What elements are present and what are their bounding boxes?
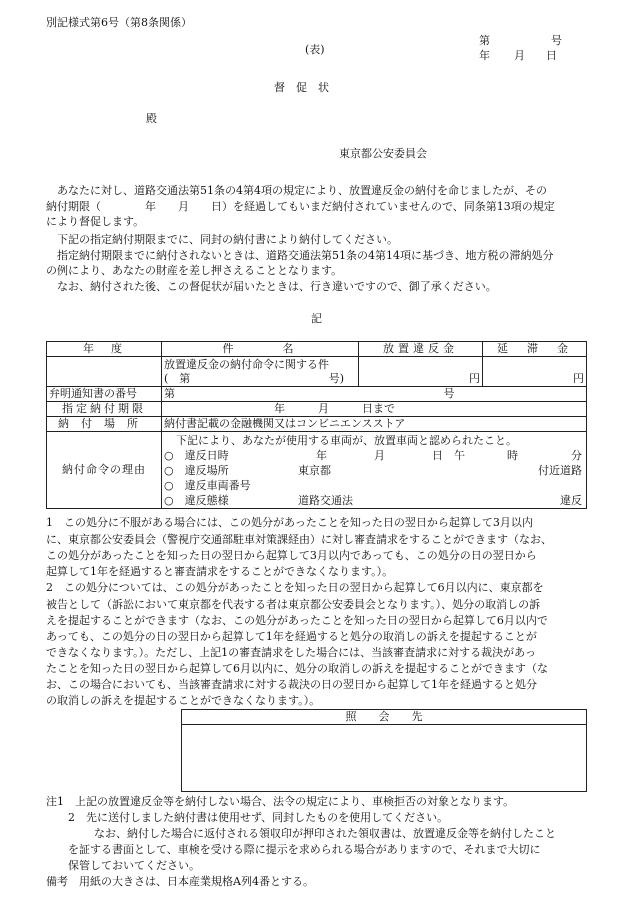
reason-place-label: ○ 違反場所 bbox=[164, 463, 229, 477]
cell-notice bbox=[162, 387, 587, 402]
body-para1-line1: あなたに対し、道路交通法第51条の4第4項の規定により、放置違反金の納付を命じましたが、その bbox=[57, 184, 547, 197]
notice2-line5: できなくなります。）。ただし、上記1の審査請求をした場合には、当該審査請求に対する裁決があっ bbox=[46, 646, 537, 659]
item-line1: 放置違反金の納付命令に関する件 bbox=[164, 357, 329, 371]
reason-place-suffix: 付近道路 bbox=[538, 463, 582, 477]
label-deadline: 指定納付期限 bbox=[47, 402, 162, 417]
notice2-line6: たことを知った日の翌日から起算して6月以内に、処分の取消しの訴えを提起することができます（な bbox=[46, 662, 548, 675]
table-row-item bbox=[47, 357, 587, 387]
cell-year-value bbox=[47, 357, 162, 387]
side-label: (表) bbox=[305, 43, 325, 56]
cell-deadline: 年 月 日まで bbox=[162, 402, 587, 417]
body-para3-line2: の例により、あなたの財産を差し押さえることとなります。 bbox=[46, 264, 343, 277]
notice1-line3: この処分があったことを知った日の翌日から起算して3月以内であっても、この処分の日の翌日から bbox=[46, 549, 537, 562]
remark: 備考 用紙の大きさは、日本産業規格A列4番とする。 bbox=[46, 875, 314, 888]
header-late: 延 滞 金 bbox=[483, 342, 587, 357]
reason-vehicle-label: ○ 違反車両番号 bbox=[164, 478, 251, 492]
addressee-suffix: 殿 bbox=[146, 112, 157, 125]
date-month: 月 bbox=[514, 49, 525, 62]
label-notice: 弁明通知書の番号 bbox=[47, 387, 162, 402]
reason-day: 日 bbox=[432, 448, 443, 462]
cell-fine bbox=[359, 357, 483, 387]
body-para1-line2: 納付期限（ 年 月 日）を経過してもいまだ納付されていませんので、同条第13項の規定 bbox=[46, 200, 555, 213]
label-reason: 納付命令の理由 bbox=[47, 432, 162, 509]
notice-go: 号 bbox=[443, 387, 455, 400]
header-year: 年 度 bbox=[47, 342, 162, 357]
reason-min: 分 bbox=[571, 448, 582, 462]
item-open: ( 第 bbox=[164, 371, 191, 385]
notice2-line7: お、この場合においても、当該審査請求に対する裁決の日の翌日から起算して1年を経過すると処分 bbox=[46, 678, 537, 691]
reason-vehicle bbox=[164, 478, 582, 493]
footnote-2: 2 先に送付しました納付書は使用せず、同封したものを使用してください。 bbox=[68, 811, 449, 824]
fine-table bbox=[46, 341, 587, 509]
page-title: 督 促 状 bbox=[274, 81, 329, 94]
inquiry-box bbox=[181, 709, 587, 792]
table-row-notice bbox=[47, 387, 587, 402]
form-label: 別記様式第6号（第8条関係） bbox=[46, 16, 192, 29]
notice1-line2: に、東京都公安委員会（警視庁交通部駐車対策課経由）に対し審査請求をすることができます（なお、 bbox=[46, 533, 552, 546]
number-go: 号 bbox=[551, 34, 562, 47]
reason-year: 年 bbox=[316, 448, 327, 462]
reason-pref: 東京都 bbox=[298, 463, 331, 477]
notice2-line4: あっても、この処分の日の翌日から起算して1年を経過すると処分の取消しの訴えを提起することが bbox=[46, 630, 537, 643]
fine-yen: 円 bbox=[469, 372, 480, 385]
date-day: 日 bbox=[546, 49, 557, 62]
item-go: 号) bbox=[328, 371, 344, 385]
footnote-3-line3: 保管しておいてください。 bbox=[68, 859, 200, 872]
cell-item bbox=[162, 357, 359, 387]
notice2-line3: えを提起することができます（なお、この処分があったことを知った日の翌日から起算して6月以内で bbox=[46, 614, 548, 627]
cell-late bbox=[483, 357, 587, 387]
body-para4: なお、納付された後、この督促状が届いたときは、行き違いですので、御了承ください。 bbox=[57, 280, 497, 293]
issuer: 東京都公安委員会 bbox=[339, 147, 427, 160]
reason-manner bbox=[164, 493, 582, 508]
table-row-deadline bbox=[47, 402, 587, 417]
item-line2 bbox=[164, 372, 356, 386]
notice1-line4: 起算して1年を経過すると審査請求をすることができなくなります。）。 bbox=[46, 565, 394, 578]
footnote-3-line2: を証する書面として、車検を受ける際に提示を求められる場合がありますので、それまで大切に bbox=[68, 843, 541, 856]
reason-datetime bbox=[164, 448, 582, 463]
notice2-line8: の取消しの訴えを提起することができなくなります。）。 bbox=[46, 694, 321, 707]
date-year: 年 bbox=[479, 49, 490, 62]
notice-dai: 第 bbox=[164, 387, 175, 400]
body-para1-line3: により督促します。 bbox=[46, 215, 145, 228]
reason-manner-suffix: 違反 bbox=[560, 493, 582, 507]
reason-datetime-label: ○ 違反日時 bbox=[164, 448, 229, 462]
header-fine: 放置違反金 bbox=[359, 342, 483, 357]
cell-reason bbox=[162, 432, 587, 509]
number-dai: 第 bbox=[479, 34, 490, 47]
table-header-row bbox=[47, 342, 587, 357]
reason-noon: 午 bbox=[454, 448, 465, 462]
reason-manner-label: ○ 違反態様 bbox=[164, 493, 229, 507]
footnote-1: 注1 上記の放置違反金等を納付しない場合、法令の規定により、車検拒否の対象となります。 bbox=[46, 795, 515, 808]
header-item: 件 名 bbox=[162, 342, 359, 357]
table-row-reason bbox=[47, 432, 587, 509]
reason-intro: 下記により、あなたが使用する車両が、放置車両と認められたこと。 bbox=[176, 433, 517, 447]
late-yen: 円 bbox=[573, 372, 584, 385]
footnote-3-line1: なお、納付した場合に返付される領収印が押印された領収書は、放置違反金等を納付したこと bbox=[94, 827, 556, 840]
reason-hour: 時 bbox=[507, 448, 518, 462]
body-para2: 下記の指定納付期限までに、同封の納付書により納付してください。 bbox=[57, 233, 398, 246]
notice1-line1: 1 この処分に不服がある場合には、この処分があったことを知った日の翌日から起算して3月以内 bbox=[46, 516, 533, 529]
cell-place: 納付書記載の金融機関又はコンビニエンスストア bbox=[162, 417, 587, 432]
inquiry-title: 照 会 先 bbox=[182, 710, 586, 725]
reason-place bbox=[164, 463, 582, 478]
notice2-line1: 2 この処分については、この処分があったことを知った日の翌日から起算して6月以内に、東京都を bbox=[46, 581, 544, 594]
reason-law: 道路交通法 bbox=[298, 493, 353, 507]
label-place: 納付場所 bbox=[47, 417, 162, 432]
body-para3-line1: 指定納付期限までに納付されないときは、道路交通法第51条の4第14項に基づき、地方税の滞納処分 bbox=[57, 249, 554, 262]
table-row-place bbox=[47, 417, 587, 432]
notice2-line2: 被告として（訴訟において東京都を代表する者は東京都公安委員会となります。）、処分の取消しの訴 bbox=[46, 598, 541, 611]
reason-month: 月 bbox=[374, 448, 385, 462]
ki-label: 記 bbox=[311, 312, 322, 325]
